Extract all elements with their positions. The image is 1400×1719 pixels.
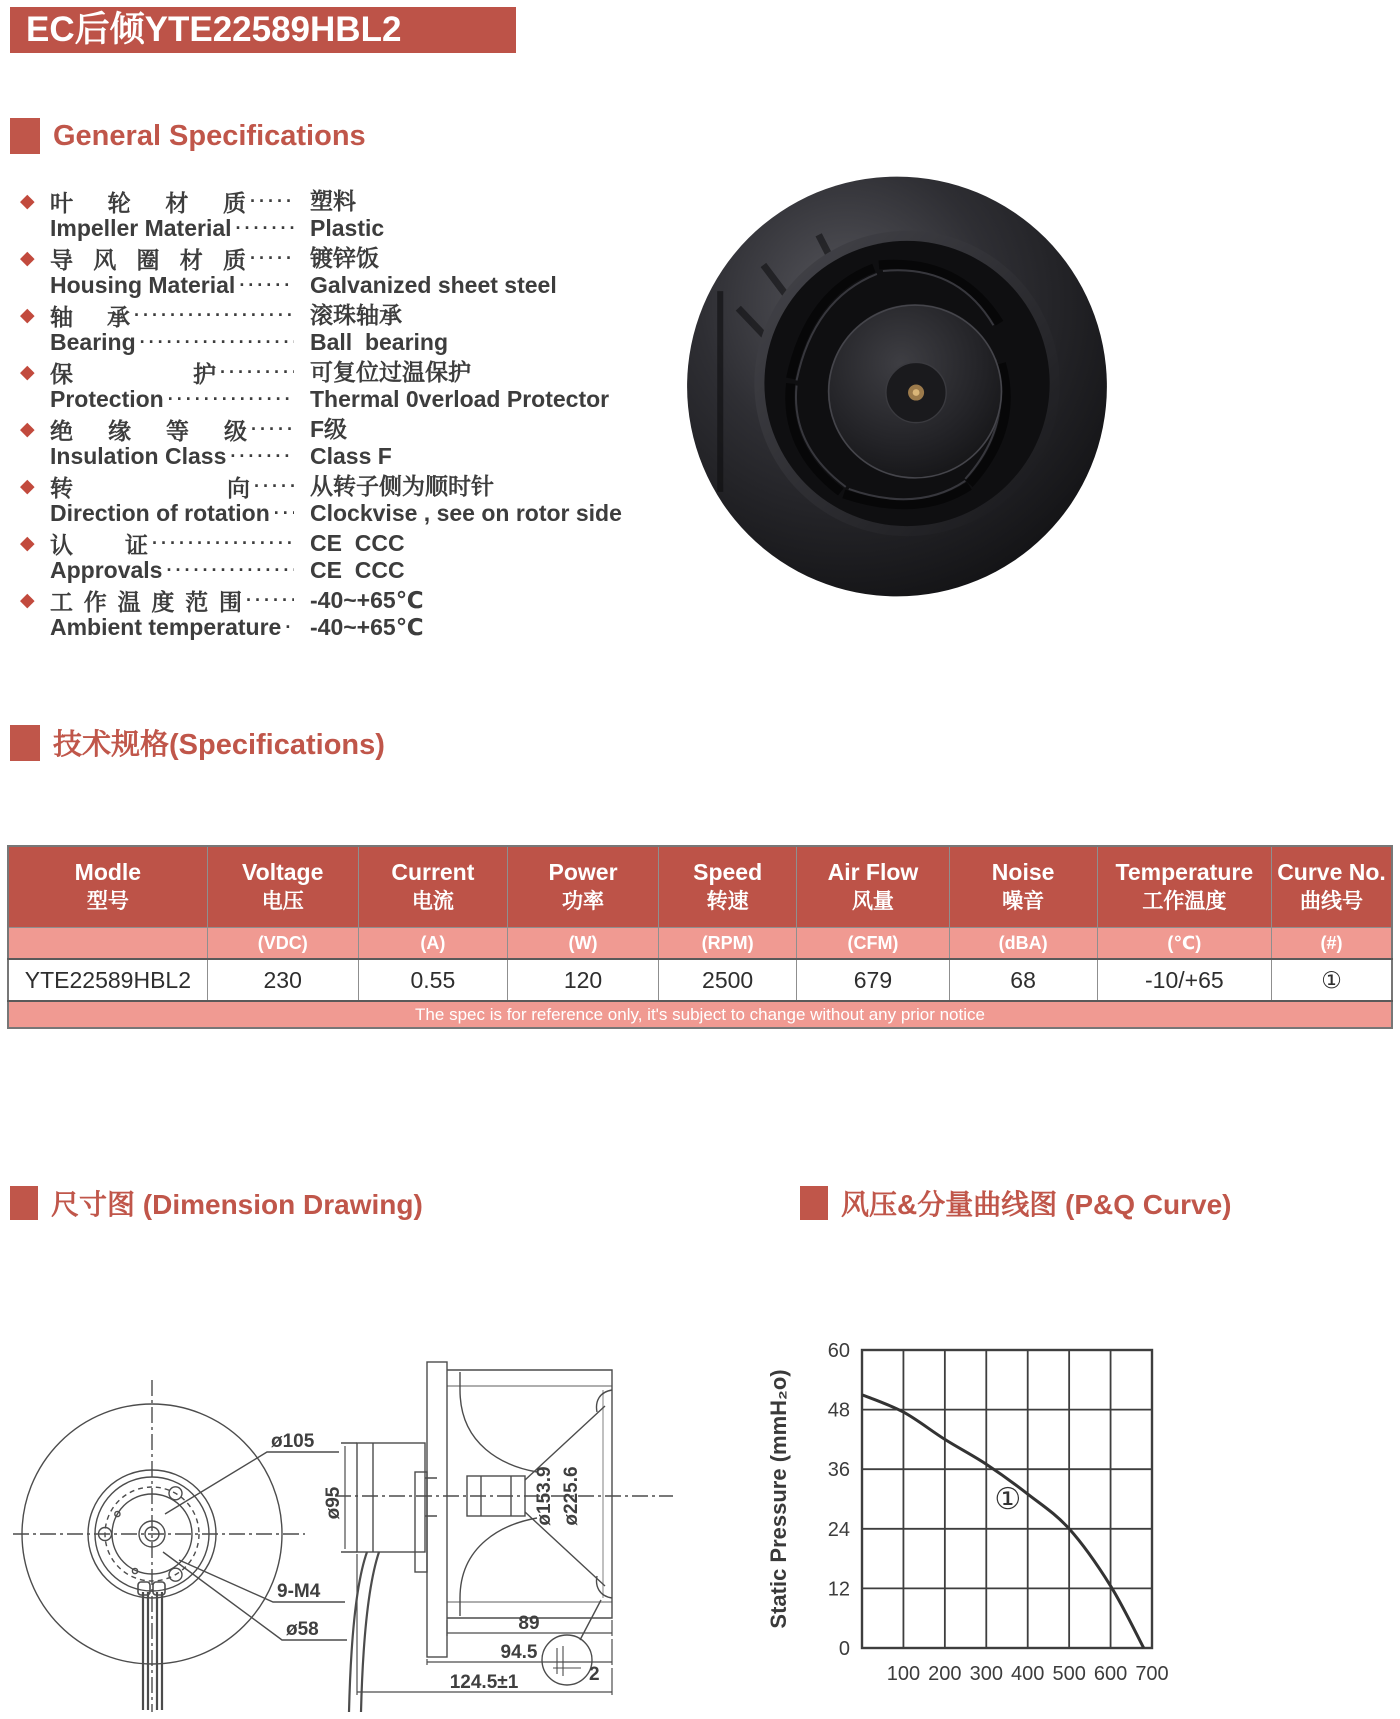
col-header-en: Air Flow (827, 859, 919, 885)
spec-label-en: Housing Material (50, 272, 236, 298)
dotted-leader (220, 359, 294, 386)
col-header-en: Speed (693, 859, 763, 885)
table-note-row (8, 1001, 1392, 1028)
temperature-cell: -10/+65 (1097, 959, 1271, 1001)
dim-label-depth-housing: 89 (518, 1613, 540, 1634)
dim-label-depth-total: 124.5±1 (449, 1672, 519, 1693)
section-title: General Specifications (53, 119, 366, 152)
col-header-en: Voltage (242, 859, 324, 885)
col-header-en: Modle (74, 859, 142, 885)
unit-cell: (VDC) (207, 928, 358, 960)
section-header-general (10, 118, 366, 154)
model-cell: YTE22589HBL2 (8, 959, 207, 1001)
col-header-en: Temperature (1115, 859, 1254, 885)
dotted-leader (285, 614, 294, 641)
diamond-bullet-icon: ◆ (20, 362, 35, 383)
spec-label-en: Direction of rotation (50, 500, 270, 526)
spec-item-approvals (20, 530, 665, 584)
section-marker-icon (10, 118, 40, 154)
spec-item-ambient-temperature (20, 587, 665, 641)
unit-cell: (#) (1272, 928, 1392, 960)
col-header-cn: 噪音 (1002, 890, 1045, 913)
curve-no-cell: ① (1272, 959, 1392, 1001)
spec-item-insulation-class (20, 416, 665, 470)
section-title: 尺寸图 (Dimension Drawing) (51, 1189, 423, 1220)
general-spec-list (20, 188, 665, 644)
spec-item-housing-material (20, 245, 665, 299)
col-header-cn: 电流 (411, 890, 454, 913)
dotted-leader (254, 473, 294, 500)
dim-label-detail: 2 (589, 1664, 600, 1685)
dimension-drawing-svg (5, 1240, 705, 1715)
diamond-bullet-icon: ◆ (20, 248, 35, 269)
spec-label-cn: 转向 (50, 475, 250, 500)
pq-curve-chart (740, 1240, 1390, 1715)
spec-value-en: -40~+65℃ (310, 614, 424, 640)
spec-value-cn: CE CCC (310, 530, 405, 556)
spec-label-cn: 绝缘等级 (50, 418, 247, 443)
col-header-cn: 转速 (706, 890, 749, 913)
col-header-en: Power (548, 859, 618, 885)
spec-value-cn: 从转子侧为顺时针 (310, 473, 494, 499)
page-title: EC后倾YTE22589HBL2 (10, 7, 516, 53)
col-header-en: Current (391, 859, 475, 885)
spec-label-en: Approvals (50, 557, 163, 583)
spec-label-cn: 轴承 (50, 304, 130, 329)
x-tick-label: 600 (1093, 1663, 1128, 1685)
dotted-leader (140, 329, 294, 356)
spec-label-en: Bearing (50, 329, 136, 355)
spec-label-en: Impeller Material (50, 215, 232, 241)
spec-label-en: Insulation Class (50, 443, 227, 469)
spec-value-en: Class F (310, 443, 392, 469)
x-tick-label: 400 (1011, 1663, 1045, 1685)
y-tick-label: 36 (827, 1459, 850, 1482)
unit-cell: (RPM) (658, 928, 796, 960)
section-header-dimension (10, 1183, 423, 1223)
table-data-row (8, 959, 1392, 1001)
specification-table (7, 845, 1393, 1029)
current-cell: 0.55 (358, 959, 507, 1001)
col-header-en: Noise (991, 859, 1055, 885)
dim-label-impeller: ø153.9 (534, 1466, 555, 1526)
col-header-en: Curve No. (1277, 859, 1386, 885)
unit-cell (8, 928, 207, 960)
x-tick-label: 700 (1135, 1663, 1169, 1685)
y-axis-label: Static Pressure (mmH₂o) (766, 1369, 791, 1629)
spec-value-en: Thermal 0verload Protector (310, 386, 610, 412)
curve-number-annotation: ① (994, 1483, 1022, 1516)
section-marker-icon (10, 1186, 38, 1220)
dim-label-housing: ø225.6 (561, 1466, 582, 1526)
section-marker-icon (10, 725, 40, 761)
pq-curve-svg (740, 1240, 1390, 1715)
diamond-bullet-icon: ◆ (20, 191, 35, 212)
spec-item-impeller-material (20, 188, 665, 242)
col-header-cn: 曲线号 (1300, 890, 1363, 913)
spec-item-rotation (20, 473, 665, 527)
spec-value-cn: 可复位过温保护 (310, 359, 471, 385)
speed-cell: 2500 (658, 959, 796, 1001)
dimension-drawing (5, 1240, 705, 1715)
spec-value-en: Ball bearing (310, 329, 449, 355)
col-header-cn: 型号 (86, 890, 129, 913)
x-tick-label: 300 (969, 1663, 1003, 1685)
spec-value-cn: -40~+65℃ (310, 587, 424, 613)
unit-cell: (CFM) (797, 928, 949, 960)
dotted-leader (239, 272, 294, 299)
spec-value-cn: F级 (310, 416, 348, 442)
dotted-leader (134, 302, 294, 329)
section-title: 风压&分量曲线图 (P&Q Curve) (841, 1189, 1232, 1220)
spec-item-protection (20, 359, 665, 413)
section-header-pq-curve (800, 1183, 1231, 1223)
airflow-cell: 679 (797, 959, 949, 1001)
y-tick-label: 24 (827, 1518, 850, 1541)
diamond-bullet-icon: ◆ (20, 419, 35, 440)
x-tick-label: 500 (1052, 1663, 1086, 1685)
section-marker-icon (800, 1186, 828, 1220)
unit-cell: (A) (358, 928, 507, 960)
dotted-leader (251, 416, 294, 443)
col-header-cn: 工作温度 (1142, 890, 1227, 913)
dim-label-inner: ø58 (286, 1619, 319, 1640)
col-header-cn: 风量 (851, 890, 894, 913)
x-tick-label: 200 (928, 1663, 962, 1685)
spec-label-cn: 叶轮材质 (50, 190, 246, 215)
diamond-bullet-icon: ◆ (20, 590, 35, 611)
spec-label-cn: 认证 (50, 532, 148, 557)
dotted-leader (250, 188, 294, 215)
spec-value-en: Plastic (310, 215, 385, 241)
dotted-leader (166, 557, 294, 584)
spec-value-cn: 滚珠轴承 (310, 302, 402, 328)
unit-cell: (℃) (1097, 928, 1271, 960)
spec-label-en: Ambient temperature (50, 614, 282, 640)
spec-label-en: Protection (50, 386, 164, 412)
diamond-bullet-icon: ◆ (20, 305, 35, 326)
spec-label-cn: 导风圈材质 (50, 247, 246, 272)
x-tick-label: 100 (886, 1663, 921, 1685)
dim-label-inlet: ø95 (323, 1486, 344, 1520)
dotted-leader (274, 500, 294, 527)
spec-label-cn: 保护 (50, 361, 216, 386)
section-title: 技术规格(Specifications) (53, 729, 385, 761)
table-units-row (8, 928, 1392, 960)
dotted-leader (152, 530, 294, 557)
col-header-cn: 功率 (562, 890, 605, 913)
dim-label-bolt-circle: ø105 (271, 1431, 315, 1452)
spec-item-bearing (20, 302, 665, 356)
power-cell: 120 (508, 959, 659, 1001)
y-tick-label: 60 (827, 1340, 850, 1362)
dim-label-depth-mid: 94.5 (500, 1642, 538, 1663)
dotted-leader (250, 245, 294, 272)
y-tick-label: 12 (827, 1578, 850, 1601)
y-tick-label: 0 (838, 1638, 850, 1660)
spec-label-cn: 工作温度范围 (50, 589, 242, 614)
table-note: The spec is for reference only, it's subject to change without any prior notice (8, 1001, 1392, 1028)
section-header-specifications (10, 722, 385, 763)
spec-value-cn: 镀锌饭 (310, 245, 379, 271)
spec-value-en: CE CCC (310, 557, 405, 583)
diamond-bullet-icon: ◆ (20, 476, 35, 497)
dotted-leader (230, 443, 294, 470)
y-tick-label: 48 (827, 1399, 850, 1422)
dim-label-screws: 9-M4 (277, 1581, 321, 1602)
diamond-bullet-icon: ◆ (20, 533, 35, 554)
fan-photo-illustration (668, 172, 1130, 610)
unit-cell: (W) (508, 928, 659, 960)
table-header-row (8, 846, 1392, 928)
spec-value-en: Clockvise , see on rotor side (310, 500, 622, 526)
spec-value-en: Galvanized sheet steel (310, 272, 557, 298)
fan-product-photo (668, 172, 1130, 610)
col-header-cn: 电压 (261, 890, 304, 913)
voltage-cell: 230 (207, 959, 358, 1001)
unit-cell: (dBA) (949, 928, 1097, 960)
dotted-leader (246, 587, 294, 614)
dotted-leader (168, 386, 294, 413)
spec-value-cn: 塑料 (310, 188, 356, 214)
noise-cell: 68 (949, 959, 1097, 1001)
dotted-leader (236, 215, 294, 242)
